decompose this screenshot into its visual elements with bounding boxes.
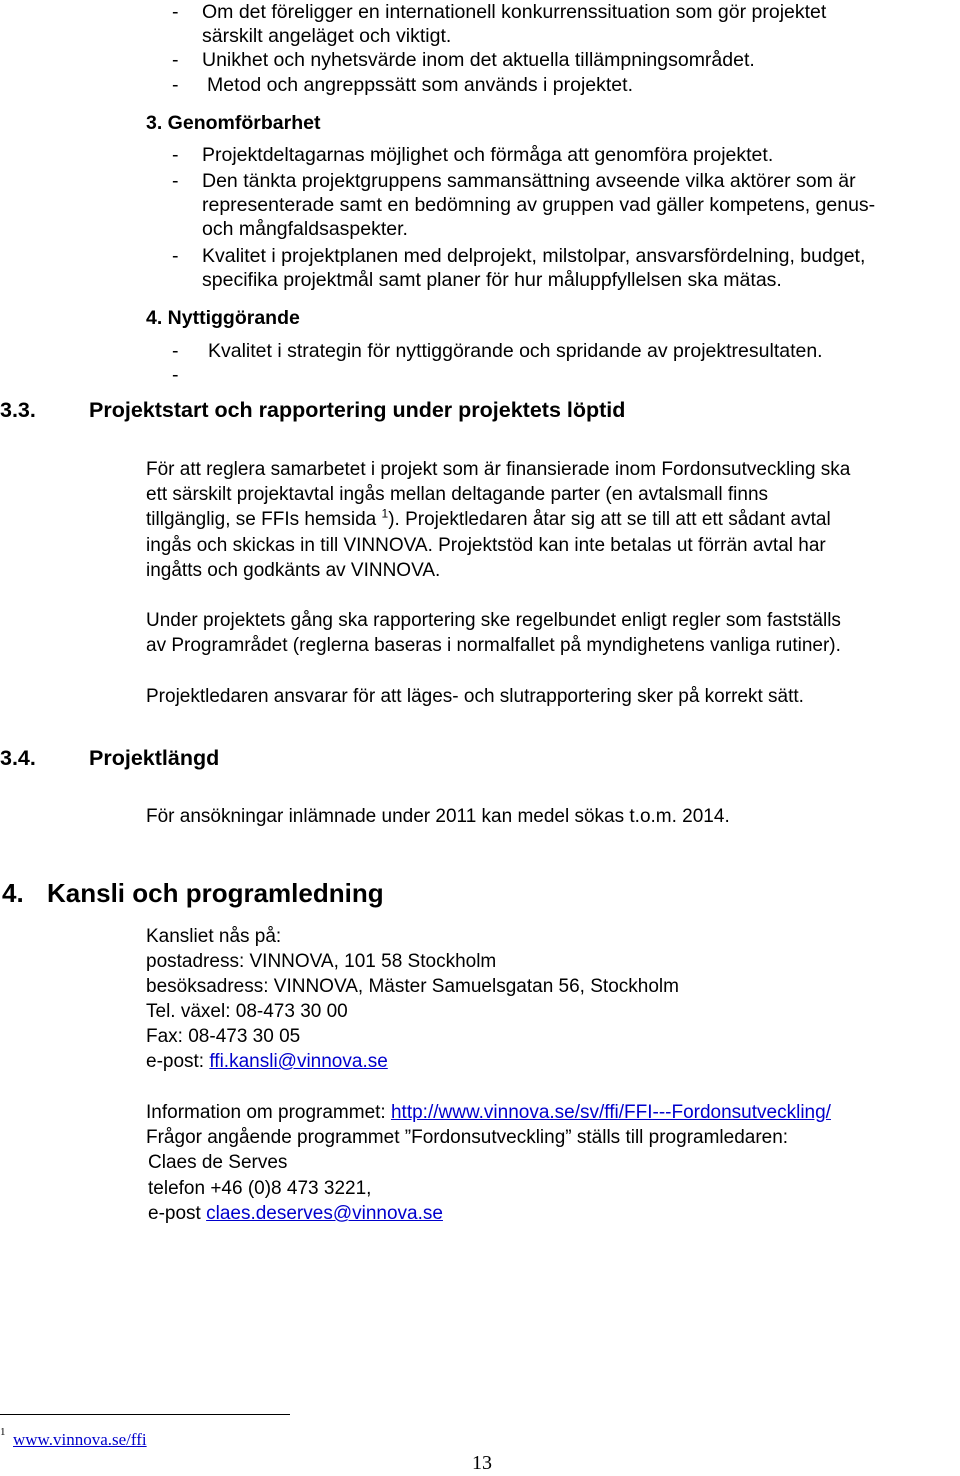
bullet-line: särskilt angeläget och viktigt.: [202, 25, 452, 47]
contact-line: besöksadress: VINNOVA, Mäster Samuelsgatan 56, Stockholm: [146, 976, 679, 997]
questions-line: Frågor angående programmet ”Fordonsutveckling” ställs till programledaren:: [146, 1127, 789, 1148]
paragraph-text: tillgänglig, se FFIs hemsida: [146, 509, 377, 530]
paragraph-line: [146, 507, 831, 532]
dash: -: [172, 1, 179, 23]
bullet-line: representerade samt en bedömning av gruppen vad gäller kompetens, genus-: [202, 194, 876, 216]
dash: -: [172, 49, 179, 71]
section-title: Projektlängd: [89, 746, 220, 770]
bullet-line: Kvalitet i projektplanen med delprojekt, milstolpar, ansvarsfördelning, budget,: [202, 245, 866, 267]
contact-line: Fax: 08-473 30 05: [146, 1026, 301, 1047]
bullet-line: Om det föreligger en internationell konkurrenssituation som gör projektet: [202, 1, 827, 23]
contact-line: postadress: VINNOVA, 101 58 Stockholm: [146, 951, 497, 972]
contact-line: Kansliet nås på:: [146, 926, 282, 947]
dash: -: [172, 340, 179, 362]
footnote-divider: [0, 1414, 290, 1415]
section-3-3-paragraph-3: Projektledaren ansvarar för att läges- och slutrapportering sker på korrekt sätt.: [146, 686, 804, 707]
criterion-heading: 4. Nyttiggörande: [146, 307, 300, 329]
dash: -: [172, 364, 179, 386]
bullet-line: Kvalitet i strategin för nyttiggörande och spridande av projektresultaten.: [208, 340, 823, 362]
footnote-marker: 1: [0, 1426, 6, 1438]
paragraph-text: ). Projektledaren åtar sig att se till att ett sådant avtal: [388, 509, 831, 530]
office-email-link[interactable]: ffi.kansli@vinnova.se: [209, 1051, 388, 1072]
dash: -: [172, 245, 179, 267]
dash: -: [172, 144, 179, 166]
section-title: Projektstart och rapportering under projektets löptid: [89, 398, 626, 422]
chapter-title: Kansli och programledning: [47, 878, 384, 908]
contact-line: [146, 1049, 388, 1074]
manager-email-link[interactable]: claes.deserves@vinnova.se: [206, 1203, 443, 1224]
manager-email-label: e-post: [148, 1203, 207, 1224]
manager-phone: telefon +46 (0)8 473 3221,: [148, 1178, 372, 1199]
paragraph-line: Under projektets gång ska rapportering ske regelbundet enligt regler som fastställs: [146, 610, 841, 631]
paragraph-line: ingåtts och godkänts av VINNOVA.: [146, 560, 441, 581]
paragraph-line: av Programrådet (reglerna baseras i normalfallet på myndighetens vanliga rutiner).: [146, 635, 841, 656]
bullet-line: Den tänkta projektgruppens sammansättning avseende vilka aktörer som är: [202, 170, 856, 192]
page-number: 13: [472, 1452, 492, 1474]
footnote-link[interactable]: www.vinnova.se/ffi: [13, 1430, 147, 1449]
info-line: [146, 1100, 831, 1125]
chapter-number: 4.: [2, 878, 24, 908]
paragraph-line: ingås och skickas in till VINNOVA. Projektstöd kan inte betalas ut förrän avtal har: [146, 535, 826, 556]
footnote-reference[interactable]: 1: [381, 506, 389, 521]
section-number: 3.4.: [0, 746, 36, 770]
info-label: Information om programmet:: [146, 1102, 391, 1123]
bullet-line: Projektdeltagarnas möjlighet och förmåga att genomföra projektet.: [202, 144, 774, 166]
program-url-link[interactable]: http://www.vinnova.se/sv/ffi/FFI---Fordonsutveckling/: [390, 1102, 831, 1123]
bullet-line: specifika projektmål samt planer för hur måluppfyllelsen ska mätas.: [202, 269, 782, 291]
section-number: 3.3.: [0, 398, 36, 422]
bullet-line: Metod och angreppssätt som används i projektet.: [207, 74, 633, 96]
paragraph-line: För att reglera samarbetet i projekt som är finansierade inom Fordonsutveckling ska: [146, 459, 851, 480]
bullet-line: och mångfaldsaspekter.: [202, 218, 408, 240]
email-label: e-post:: [146, 1051, 210, 1072]
dash: -: [172, 170, 179, 192]
bullet-line: Unikhet och nyhetsvärde inom det aktuella tillämpningsområdet.: [202, 49, 755, 71]
contact-line: Tel. växel: 08-473 30 00: [146, 1001, 348, 1022]
dash: -: [172, 74, 179, 96]
section-3-4-paragraph: För ansökningar inlämnade under 2011 kan medel sökas t.o.m. 2014.: [146, 806, 730, 827]
manager-name: Claes de Serves: [148, 1152, 288, 1173]
manager-email-line: [148, 1201, 443, 1226]
paragraph-line: ett särskilt projektavtal ingås mellan deltagande parter (en avtalsmall finns: [146, 484, 769, 505]
criterion-heading: 3. Genomförbarhet: [146, 112, 321, 134]
